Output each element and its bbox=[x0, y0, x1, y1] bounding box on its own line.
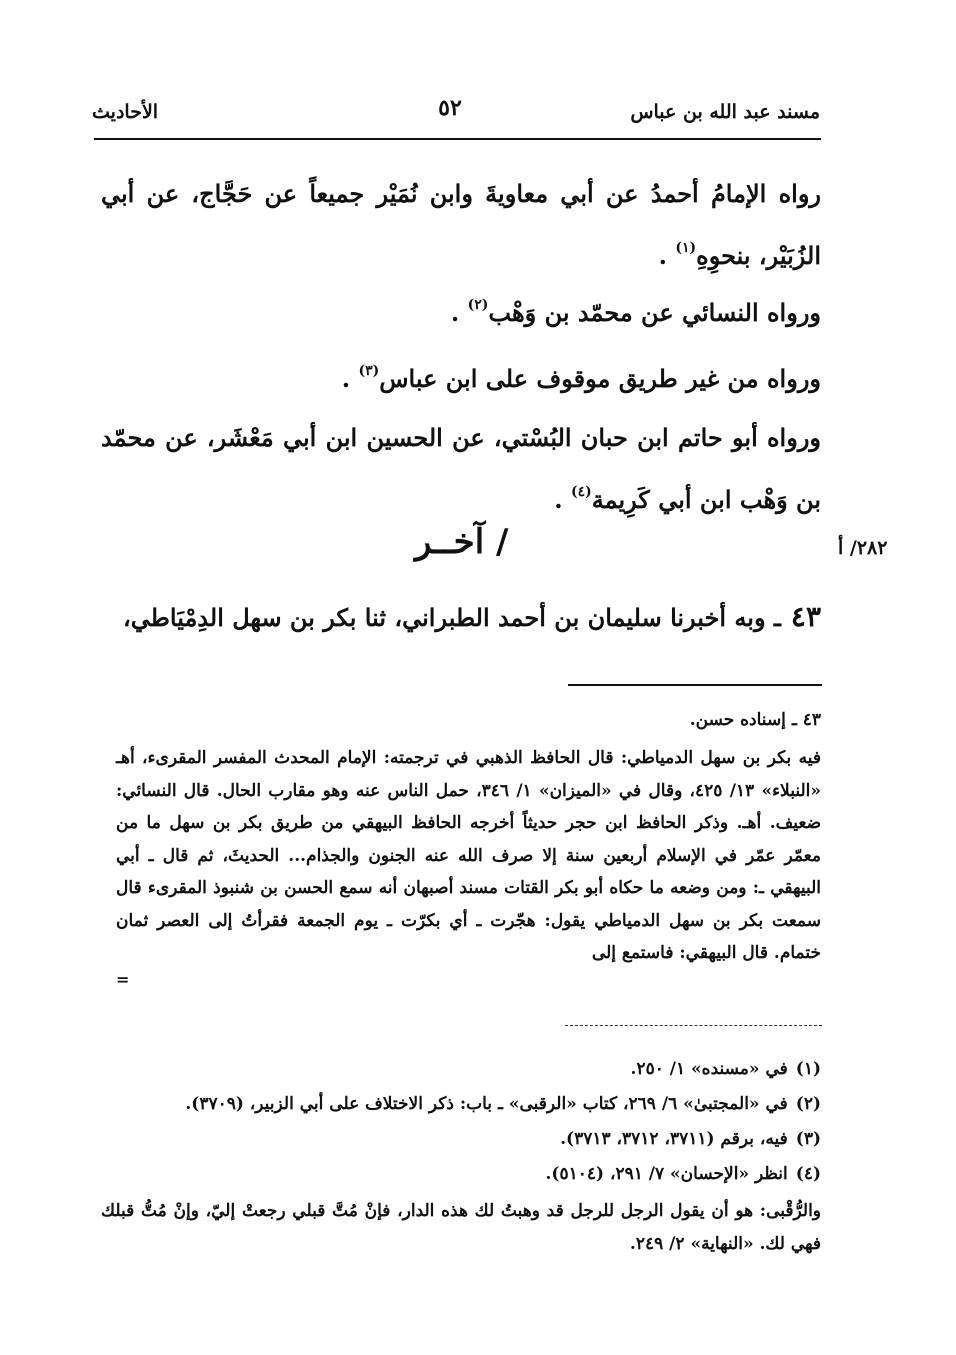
running-head-section: الأحاديث bbox=[92, 101, 159, 123]
footnote-ref-2: (٢) bbox=[467, 297, 489, 313]
footnote-text: في «المجتبىٰ» ٦/ ٢٦٩، كتاب «الرقبى» ـ باب: ذكر الاختلاف على أبي الزبير، (٣٧٠٩). bbox=[185, 1094, 788, 1114]
paragraph-end-dot: . bbox=[341, 364, 351, 393]
main-paragraph-4 bbox=[101, 410, 821, 527]
main-paragraph-2 bbox=[101, 278, 821, 340]
main-paragraph-3 bbox=[101, 344, 821, 406]
footnote-2 bbox=[101, 1087, 821, 1122]
footnote-text: في «مسنده» ١/ ٢٥٠. bbox=[630, 1059, 788, 1079]
footnote-text: فيه، برقم (٣٧١١، ٣٧١٢، ٣٧١٣). bbox=[560, 1129, 788, 1149]
footnote-4-explanation: والرُّقْبى: هو أن يقول الرجل للرجل قد وهبتُ لك هذه الدار، فإنْ مُتَّ قبلي رجعتْ إليّ، وإنْ مُتُّ قبلك فهي لك. «النهاية» ٢/ ٢٤٩. bbox=[101, 1201, 821, 1254]
hadith-number: ٤٣ bbox=[790, 600, 821, 633]
footnote-number: (٤) bbox=[795, 1164, 821, 1184]
paragraph-end-dot: . bbox=[450, 298, 460, 327]
footnote-number: (٣) bbox=[795, 1129, 821, 1149]
main-paragraph-1 bbox=[101, 166, 821, 283]
footnote-ref-1: (١) bbox=[675, 240, 697, 256]
footnote-list bbox=[101, 1052, 821, 1192]
continuation-mark: = bbox=[116, 970, 130, 989]
hadith-text: ـ وبه أخبرنا سليمان بن أحمد الطبراني، ثنا بكر بن سهل الدِمْيَاطي، bbox=[123, 603, 781, 632]
main-paragraph-2-text: ورواه النسائي عن محمّد بن وَهْب bbox=[488, 298, 821, 327]
page-number: ٥٢ bbox=[438, 95, 462, 121]
paragraph-end-dot: . bbox=[554, 485, 563, 514]
footnote-number: (٢) bbox=[795, 1094, 821, 1114]
hadith-43 bbox=[96, 600, 821, 633]
footnote-1 bbox=[101, 1052, 821, 1087]
main-paragraph-1-text: رواه الإمامُ أحمدُ عن أبي معاويةَ وابن نُمَيْر جميعاً عن حَجَّاج، عن أبي الزُبَيْر، بنحوِهِ bbox=[101, 179, 821, 270]
main-paragraph-3-text: ورواه من غير طريق موقوف على ابن عباس bbox=[379, 364, 821, 393]
footnote-text: انظر «الإحسان» ٧/ ٢٩١، (٥١٠٤). bbox=[545, 1164, 788, 1184]
commentary-body: فيه بكر بن سهل الدمياطي: قال الحافظ الذهبي في ترجمته: الإمام المحدث المفسر المقرىء، أهـ «النبلاء» ١٣/ ٤٢٥، وقال في «الميزان» ١/ ٣٤٦، حمل الناس عنه وهو مقارب الحال. قال النسائي: ضعيف. أهـ. وذكر الحافظ ابن حجر حديثاً أخرجه الحافظ البيهقي من طريق بكر بن سهل ما من معمّر عمّر في الإسلام أربعين سنة إلا صرف الله عنه الجنون والجذام... الحديثَ، ثم قال ـ أبي البيهقي ـ: ومن وضعه ما حكاه أبو بكر القتات مسند أصبهان أنه سمع الحسن بن شنبوذ المقرىء قال سمعت بكر بن سهل الدمياطي يقول: هجّرت ـ أي بكرّت ـ يوم الجمعة فقرأتُ إلى العصر ثمان ختمام. قال البيهقي: فاستمع إلى bbox=[116, 748, 821, 963]
footnote-ref-4: (٤) bbox=[570, 484, 592, 500]
footnote-number: (١) bbox=[795, 1059, 821, 1079]
footnote-4 bbox=[101, 1157, 821, 1192]
commentary-separator bbox=[568, 684, 822, 686]
footnote-3 bbox=[101, 1122, 821, 1157]
manuscript-folio-note: ٢٨٢/ أ bbox=[838, 537, 888, 559]
footnote-separator bbox=[565, 1025, 822, 1026]
footnote-ref-3: (٣) bbox=[358, 363, 380, 379]
paragraph-end-dot: . bbox=[658, 241, 667, 270]
main-paragraph-4-text: ورواه أبو حاتم ابن حبان البُسْتي، عن الحسين ابن أبي مَعْشَر، عن محمّد بن وَهْب ابن أبي كَرِيمة bbox=[101, 423, 821, 514]
section-title: / آخــر bbox=[415, 522, 509, 562]
commentary-heading: ٤٣ ـ إسناده حسن. bbox=[689, 710, 821, 730]
running-head-book-title: مسند عبد الله بن عباس bbox=[630, 101, 820, 123]
header-rule bbox=[94, 138, 821, 140]
